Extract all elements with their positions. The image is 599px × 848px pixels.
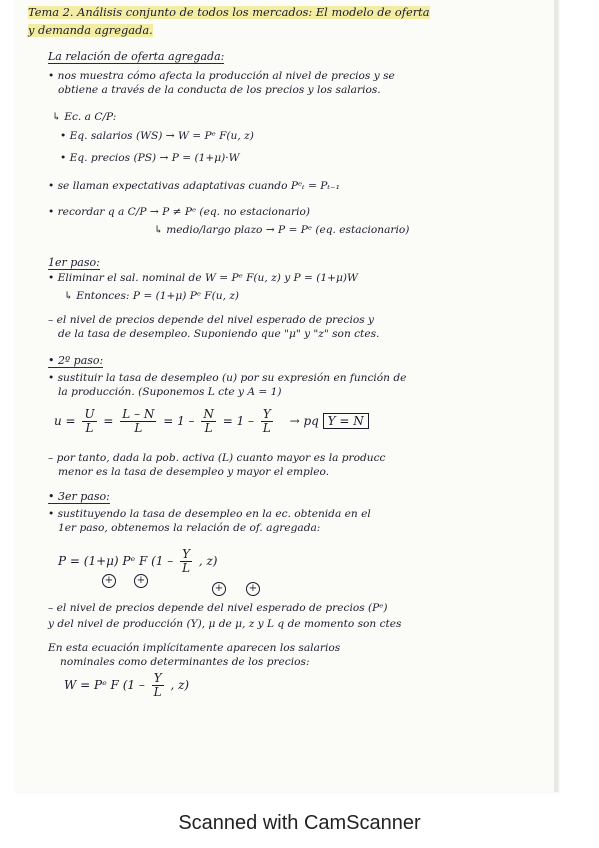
step3-line-3: – el nivel de precios depende del nivel esperado de precios (Pᵉ) — [48, 602, 388, 614]
step1-line-4: de la tasa de desempleo. Suponiendo que "μ" y "z" son ctes. — [58, 328, 380, 340]
aggregate-supply-equation: P = (1+μ) Pᵉ F (1 – $\frac{Y}{L}$ , z) — [58, 547, 218, 575]
step1-line-1: • Eliminar el sal. nominal de W = Pᵉ F(u, z) y P = (1+μ)W — [48, 272, 358, 284]
positive-sign-y: + — [212, 582, 226, 596]
step3-heading: • 3er paso: — [48, 490, 110, 503]
intro-line-2: obtiene a través de la conducta de los precios y los salarios. — [58, 84, 381, 96]
eq-wages: • Eq. salarios (WS) → W = Pᵉ F(u, z) — [60, 130, 254, 142]
title-line-1: Tema 2. Análisis conjunto de todos los mercados: El modelo de oferta — [28, 5, 430, 19]
eq-prices: • Eq. precios (PS) → P = (1+μ)·W — [60, 152, 240, 164]
step2-line-1: • sustituir la tasa de desempleo (u) por su expresión en función de — [48, 372, 407, 384]
step1-line-3: – el nivel de precios depende del nivel esperado de precios y — [48, 314, 375, 326]
step3-line-5: En esta ecuación implícitamente aparecen los salarios — [48, 642, 341, 654]
positive-sign-pe: + — [134, 574, 148, 588]
step2-line-4: menor es la tasa de desempleo y mayor el empleo. — [58, 466, 330, 478]
step2-line-3: – por tanto, dada la pob. activa (L) cuanto mayor es la producc — [48, 452, 386, 464]
positive-sign-z: + — [246, 582, 260, 596]
wage-equation: W = Pᵉ F (1 – $\frac{Y}{L}$ , z) — [64, 671, 190, 699]
step3-line-6: nominales como determinantes de los precios: — [60, 656, 310, 668]
expectations-line: • se llaman expectativas adaptativas cuando Pᵉₜ = Pₜ₋₁ — [48, 180, 340, 192]
step2-line-2: la producción. (Suponemos L cte y A = 1) — [58, 386, 282, 398]
page-edge — [554, 0, 558, 792]
step1-heading: 1er paso: — [48, 256, 100, 269]
section-heading: La relación de oferta agregada: — [48, 50, 225, 63]
unemployment-equation: u = $\frac{U}{L}$ = $\frac{L - N}{L}$ = 1 – $\frac{N}{L}$ = 1 – $\frac{Y}{L}$ → pq Y = N — [54, 408, 369, 435]
boxed-result: Y = N — [323, 413, 369, 429]
step3-line-4: y del nivel de producción (Y), μ de μ, z y L q de momento son ctes — [48, 618, 402, 630]
medium-long-line: ↳ medio/largo plazo → P = Pᵉ (eq. estacionario) — [154, 224, 410, 236]
intro-line-1: • nos muestra cómo afecta la producción al nivel de precios y se — [48, 70, 395, 82]
step2-heading: • 2º paso: — [48, 354, 104, 367]
title-line-2: y demanda agregada. — [28, 23, 153, 37]
scanned-page — [14, 0, 558, 792]
cp-label: ↳ Ec. a C/P: — [52, 111, 117, 123]
remember-line: • recordar q a C/P → P ≠ Pᵉ (eq. no estacionario) — [48, 206, 311, 218]
scanner-watermark: Scanned with CamScanner — [178, 812, 421, 834]
step3-line-1: • sustituyendo la tasa de desempleo en la ec. obtenida en el — [48, 508, 371, 520]
step3-line-2: 1er paso, obtenemos la relación de of. agregada: — [58, 522, 321, 534]
step1-line-2: ↳ Entonces: P = (1+μ) Pᵉ F(u, z) — [64, 290, 240, 302]
positive-sign-mu: + — [102, 574, 116, 588]
